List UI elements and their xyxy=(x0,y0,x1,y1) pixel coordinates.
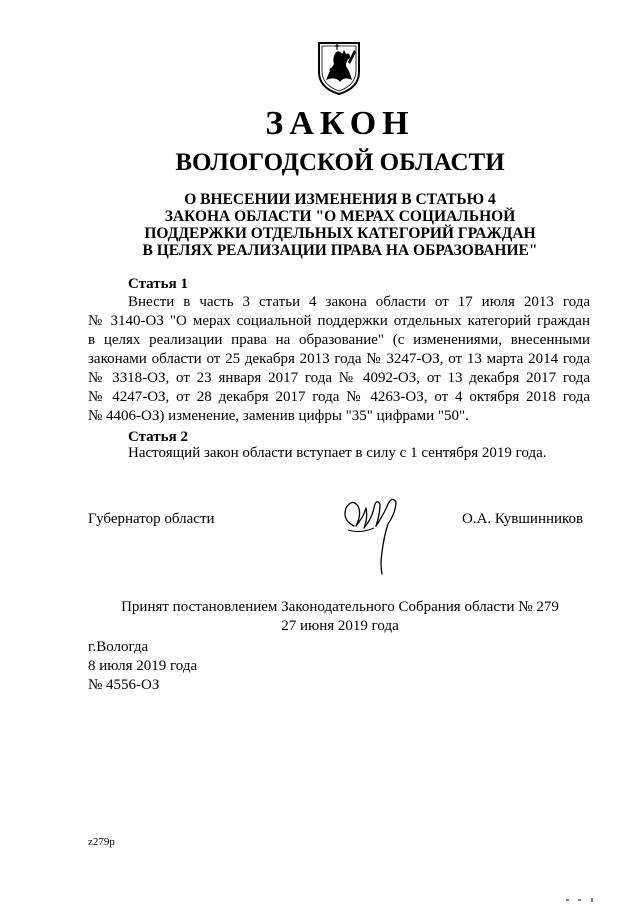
article-1-line: № 4247-ОЗ, от 28 декабря 2017 года № 4263-ОЗ, от 4 октября 2018 года xyxy=(88,389,590,405)
adoption-line: Принят постановлением Законодательного Собрания области № 279 xyxy=(121,599,559,615)
subtitle-line: ЗАКОНА ОБЛАСТИ "О МЕРАХ СОЦИАЛЬНОЙ xyxy=(164,208,516,225)
law-number: № 4556-ОЗ xyxy=(88,677,160,693)
city: г.Вологда xyxy=(88,639,149,655)
adoption-note xyxy=(0,598,640,636)
coat-of-arms-emblem xyxy=(316,40,362,96)
governor-name: О.А. Кувшинников xyxy=(462,511,584,527)
article-1-line: № 3140-ОЗ "О мерах социальной поддержки отдельных категорий граждан xyxy=(88,313,590,329)
document-title: ЗАКОН xyxy=(265,105,415,142)
article-1-line: законами области от 25 декабря 2013 года № 3247-ОЗ, от 13 марта 2014 года xyxy=(88,351,590,367)
article-1-line: в целях реализации права на образование" (с изменениями, внесенными xyxy=(88,332,590,348)
article-1-heading: Статья 1 xyxy=(128,276,188,292)
article-1-line: Внести в часть 3 статьи 4 закона области от 17 июля 2013 года xyxy=(128,294,590,310)
article-2-line: Настоящий закон области вступает в силу с 1 сентября 2019 года. xyxy=(128,445,547,461)
place-date-number xyxy=(88,638,197,695)
article-1-text xyxy=(88,293,590,426)
article-1-line: № 4406-ОЗ) изменение, заменив цифры "35" цифрами "50". xyxy=(88,408,469,424)
law-date: 8 июля 2019 года xyxy=(88,658,198,674)
scan-corner-mark xyxy=(566,898,596,902)
subtitle-line: ПОДДЕРЖКИ ОТДЕЛЬНЫХ КАТЕГОРИЙ ГРАЖДАН xyxy=(144,225,536,242)
region-title: ВОЛОГОДСКОЙ ОБЛАСТИ xyxy=(175,149,505,176)
governor-position: Губернатор области xyxy=(88,511,215,527)
adoption-date: 27 июня 2019 года xyxy=(281,618,399,634)
article-2-heading: Статья 2 xyxy=(128,429,188,445)
document-code: z279p xyxy=(88,836,115,848)
article-1-line: № 3318-ОЗ, от 23 января 2017 года № 4092-ОЗ, от 13 декабря 2017 года xyxy=(88,370,590,386)
article-2-text xyxy=(88,444,590,463)
handwritten-signature xyxy=(340,492,404,576)
subtitle-line: В ЦЕЛЯХ РЕАЛИЗАЦИИ ПРАВА НА ОБРАЗОВАНИЕ" xyxy=(142,242,538,259)
law-subtitle xyxy=(0,191,640,259)
subtitle-line: О ВНЕСЕНИИ ИЗМЕНЕНИЯ В СТАТЬЮ 4 xyxy=(184,191,496,208)
